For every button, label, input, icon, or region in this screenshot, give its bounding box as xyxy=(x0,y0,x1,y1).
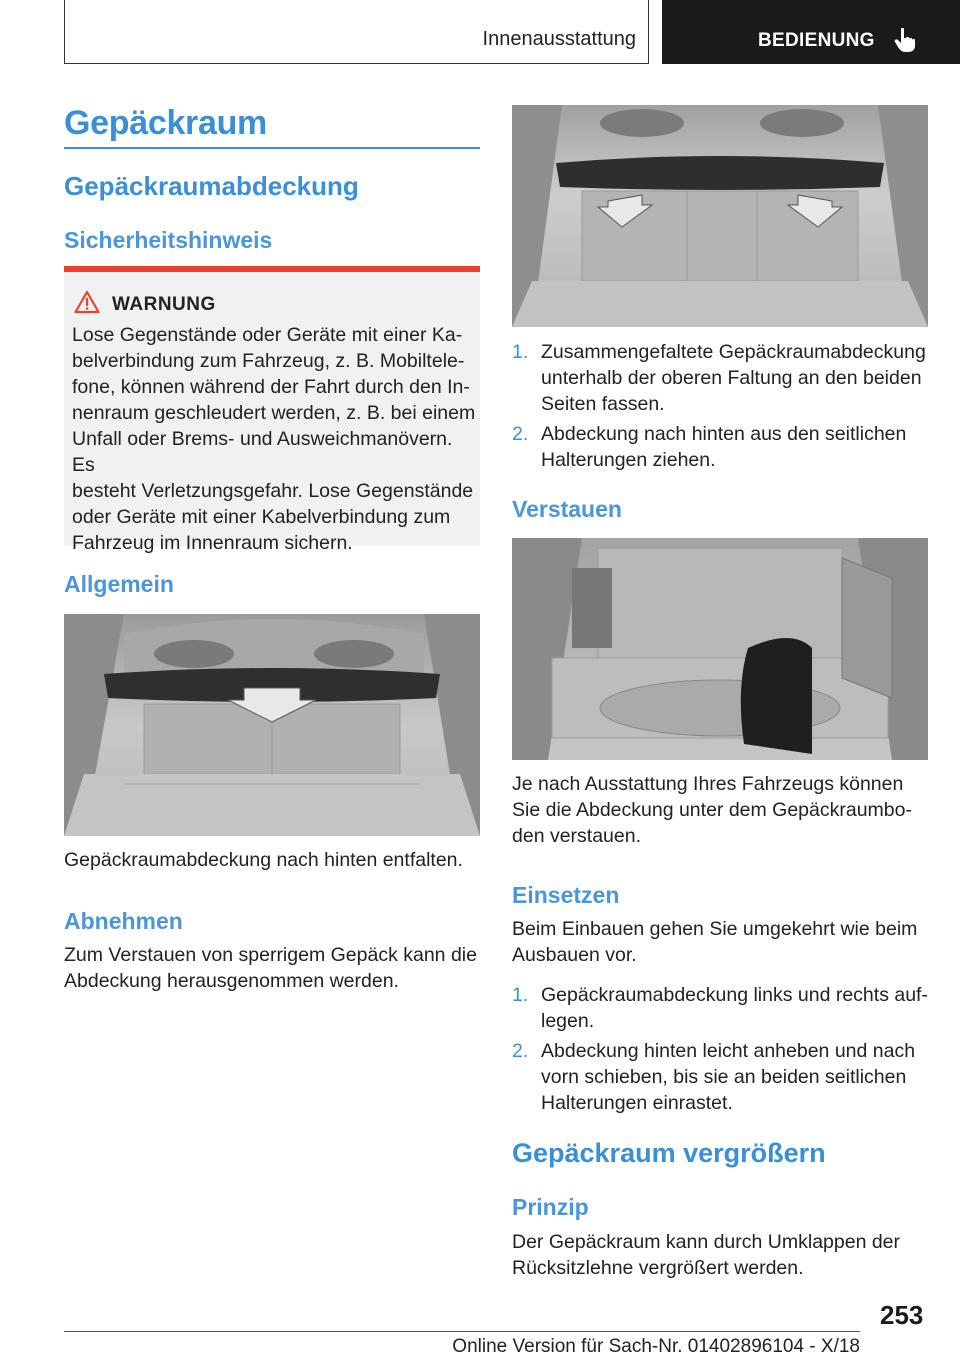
enlarge-heading: Gepäckraum vergrößern xyxy=(512,1138,826,1168)
header-divider-bottom xyxy=(64,63,648,64)
remove-heading: Abnehmen xyxy=(64,908,183,934)
principle-text: Der Gepäckraum kann durch Umklappen der Rücksitzlehne vergrößert werden. xyxy=(512,1231,901,1279)
insert-step-2-number: 2. xyxy=(512,1040,529,1062)
general-heading: Allgemein xyxy=(64,571,174,597)
page-title: Gepäckraum xyxy=(64,104,267,142)
warning-text: Lose Gegenstände oder Geräte mit einer Ka- belverbindung zum Fahrzeug, z. B. Mobiltele- fone, können während der Fahrt durch den In- nenraum geschleudert werden, z. B. bei einem Unfall oder Brems- und Ausweichmanövern. Es besteht Verletzungsgefahr. Lose Gegenstände oder Geräte mit einer Kabelverbindung zum Fahrzeug im Innenraum sichern. xyxy=(72,324,476,554)
pointing-hand-icon xyxy=(892,26,920,54)
principle-heading: Prinzip xyxy=(512,1194,589,1220)
title-underline xyxy=(64,147,480,149)
warning-title: WARNUNG xyxy=(112,294,216,315)
remove-text: Zum Verstauen von sperrigem Gepäck kann die Abdeckung herausgenommen werden. xyxy=(64,944,477,992)
footer-divider xyxy=(64,1331,860,1332)
photo-cover-remove xyxy=(512,105,928,327)
insert-heading: Einsetzen xyxy=(512,882,620,908)
header-section-title: Innenausstattung xyxy=(482,28,636,50)
insert-text: Beim Einbauen gehen Sie umgekehrt wie beim Ausbauen vor. xyxy=(512,918,918,966)
remove-step-2-text: Abdeckung nach hinten aus den seitlichen Halterungen ziehen. xyxy=(541,423,907,471)
general-caption: Gepäckraumabdeckung nach hinten entfalten. xyxy=(64,849,463,871)
warning-triangle-icon xyxy=(74,290,100,314)
photo-cover-stow xyxy=(512,538,928,760)
stow-heading: Verstauen xyxy=(512,496,622,522)
safety-heading: Sicherheitshinweis xyxy=(64,227,273,253)
insert-step-2-text: Abdeckung hinten leicht anheben und nach vorn schieben, bis sie an beiden seitlichen Halterungen einrastet. xyxy=(541,1040,916,1114)
header-chapter-label: BEDIENUNG xyxy=(758,30,875,51)
stow-text: Je nach Ausstattung Ihres Fahrzeugs können Sie die Abdeckung unter dem Gepäckraumbo- den verstauen. xyxy=(512,773,912,847)
remove-step-1-number: 1. xyxy=(512,341,529,363)
photo-cover-unfold xyxy=(64,614,480,836)
warning-bar xyxy=(64,266,480,272)
page-number: 253 xyxy=(880,1300,924,1330)
footer-online-version: Online Version für Sach-Nr. 01402896104 - X/18 xyxy=(452,1336,860,1357)
insert-step-1-number: 1. xyxy=(512,984,529,1006)
remove-step-2-number: 2. xyxy=(512,423,529,445)
header-divider-right xyxy=(648,0,649,64)
insert-step-1-text: Gepäckraumabdeckung links und rechts auf- legen. xyxy=(541,984,928,1032)
remove-step-1-text: Zusammengefaltete Gepäckraumabdeckung unterhalb der oberen Faltung an den beiden Seiten fassen. xyxy=(541,341,926,415)
section-heading-cover: Gepäckraumabdeckung xyxy=(64,171,359,201)
